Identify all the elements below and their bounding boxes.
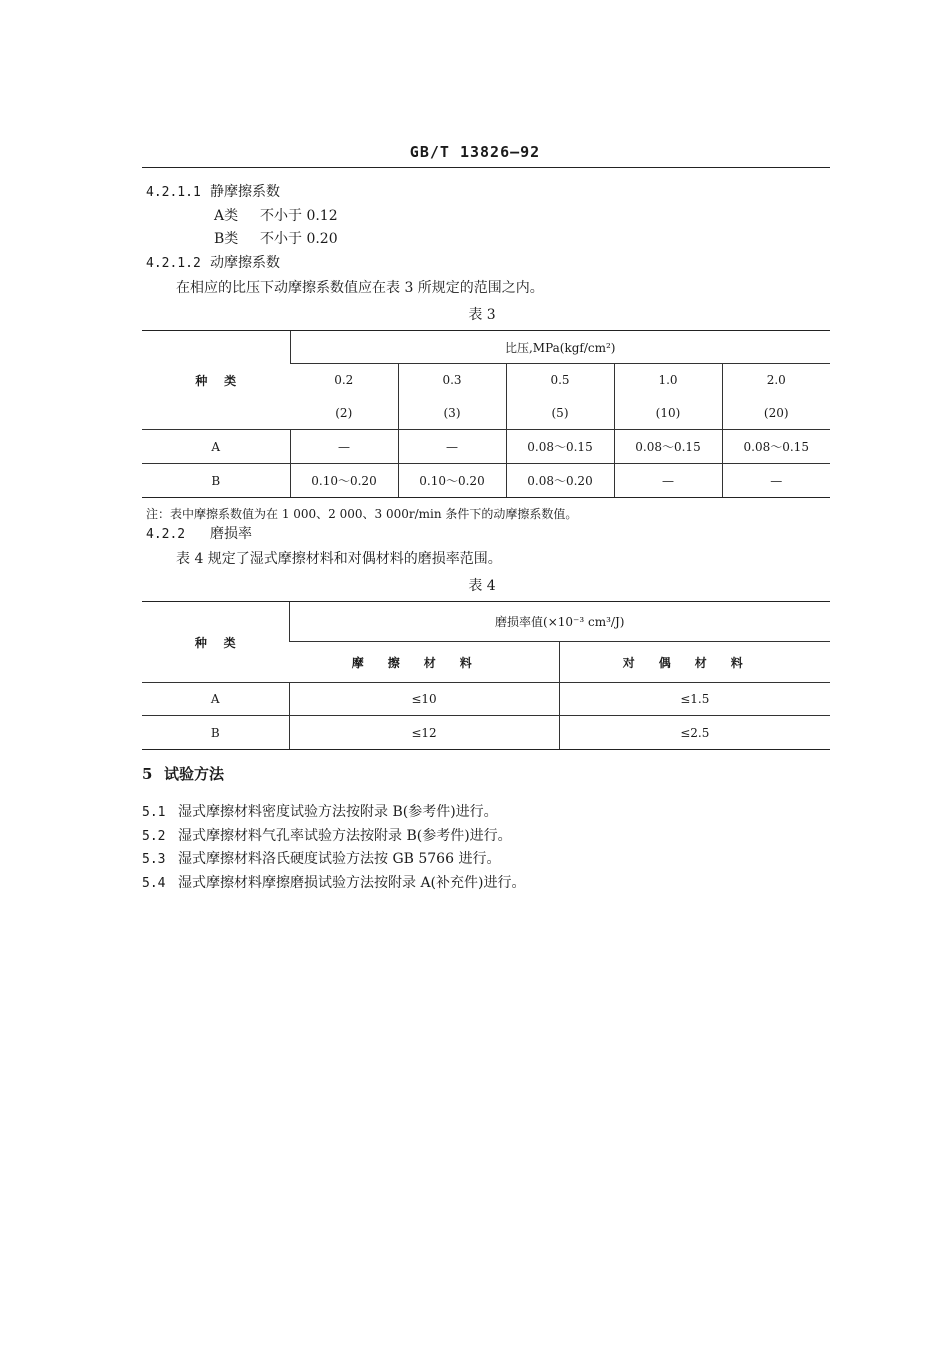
item-number: 5.1 — [142, 805, 166, 820]
static-friction-item-a — [214, 207, 338, 225]
table4 — [142, 601, 830, 750]
table3-kind: B — [142, 464, 290, 498]
table3-pressure-mpa: 0.2 — [334, 373, 354, 388]
table3-caption: 表 3 — [468, 307, 496, 323]
table3-cell: 0.08～0.15 — [506, 430, 614, 464]
section-5-item — [142, 827, 512, 846]
table4-caption: 表 4 — [468, 578, 496, 594]
table3-pressure-mpa: 0.5 — [506, 364, 614, 397]
table3-cell: 0.10～0.20 — [398, 464, 506, 498]
class-label: B类 — [214, 231, 239, 247]
item-text: 湿式摩擦材料密度试验方法按附录 B(参考件)进行。 — [178, 804, 498, 820]
table3-pressure-kgf: (5) — [506, 397, 614, 430]
table4-friction-material-header: 摩擦材料 — [289, 642, 559, 683]
table-row — [142, 464, 830, 498]
table3-cell: 0.08～0.20 — [506, 464, 614, 498]
item-text: 湿式摩擦材料洛氏硬度试验方法按 GB 5766 进行。 — [178, 851, 501, 867]
table3-pressure-header: 比压,MPa(kgf/cm²) — [290, 331, 830, 364]
item-number: 5.2 — [142, 829, 166, 844]
table4-cell: ≤1.5 — [559, 683, 830, 716]
table3-cell: — — [614, 464, 722, 498]
section-5-heading — [142, 765, 224, 783]
section-5-item — [142, 803, 498, 822]
table3 — [142, 330, 830, 498]
section-title: 试验方法 — [164, 765, 225, 783]
static-friction-item-b — [214, 230, 338, 248]
section-4-2-1-2-heading — [146, 254, 280, 273]
section-4-2-2-text: 表 4 规定了湿式摩擦材料和对偶材料的磨损率范围。 — [176, 551, 502, 567]
standard-number: GB/T 13826—92 — [409, 143, 541, 161]
item-text: 湿式摩擦材料摩擦磨损试验方法按附录 A(补充件)进行。 — [178, 875, 526, 891]
table-row — [142, 430, 830, 464]
table-row — [142, 716, 830, 750]
table3-cell: — — [398, 430, 506, 464]
item-number: 5.4 — [142, 876, 166, 891]
table4-wear-header: 磨损率值(×10⁻³ cm³/J) — [289, 602, 830, 642]
table3-pressure-kgf: (10) — [614, 397, 722, 430]
section-title: 动摩擦系数 — [210, 255, 280, 271]
class-label: A类 — [214, 208, 239, 224]
header-rule — [142, 167, 830, 168]
table4-cell: ≤12 — [289, 716, 559, 750]
section-number: 4.2.1.2 — [146, 256, 201, 271]
table3-pressure-kgf: (2) — [290, 397, 398, 430]
section-number: 4.2.1.1 — [146, 185, 201, 200]
table4-kind: A — [142, 683, 289, 716]
class-value: 不小于 0.20 — [260, 231, 338, 247]
section-4-2-1-1-heading — [146, 183, 280, 202]
item-number: 5.3 — [142, 852, 166, 867]
section-number: 5 — [142, 765, 153, 783]
table4-kind: B — [142, 716, 289, 750]
table3-pressure-kgf: (20) — [722, 397, 830, 430]
section-4-2-1-2-text: 在相应的比压下动摩擦系数值应在表 3 所规定的范围之内。 — [176, 280, 544, 296]
table4-kind-header: 种 类 — [142, 602, 289, 683]
table3-cell: — — [290, 430, 398, 464]
table4-cell: ≤10 — [289, 683, 559, 716]
table4-counterpart-material-header: 对偶材料 — [559, 642, 830, 683]
table3-pressure-mpa: 1.0 — [614, 364, 722, 397]
item-text: 湿式摩擦材料气孔率试验方法按附录 B(参考件)进行。 — [178, 828, 512, 844]
section-number: 4.2.2 — [146, 527, 186, 542]
section-title: 静摩擦系数 — [210, 184, 280, 200]
table4-cell: ≤2.5 — [559, 716, 830, 750]
table3-cell: 0.08～0.15 — [614, 430, 722, 464]
table3-kind: A — [142, 430, 290, 464]
table3-cell: — — [722, 464, 830, 498]
table3-pressure-mpa: 2.0 — [722, 364, 830, 397]
table-row — [142, 683, 830, 716]
table3-cell: 0.08～0.15 — [722, 430, 830, 464]
table3-kind-header: 种 类 — [142, 331, 290, 430]
class-value: 不小于 0.12 — [260, 208, 338, 224]
table3-cell: 0.10～0.20 — [290, 464, 398, 498]
section-4-2-2-heading — [146, 525, 252, 544]
section-5-item — [142, 874, 525, 893]
section-5-item — [142, 850, 500, 869]
table3-pressure-mpa: 0.3 — [398, 364, 506, 397]
table3-pressure-kgf: (3) — [398, 397, 506, 430]
section-title: 磨损率 — [210, 526, 252, 542]
table3-note: 注：表中摩擦系数值为在 1 000、2 000、3 000r/min 条件下的动摩擦系数值。 — [146, 507, 578, 521]
